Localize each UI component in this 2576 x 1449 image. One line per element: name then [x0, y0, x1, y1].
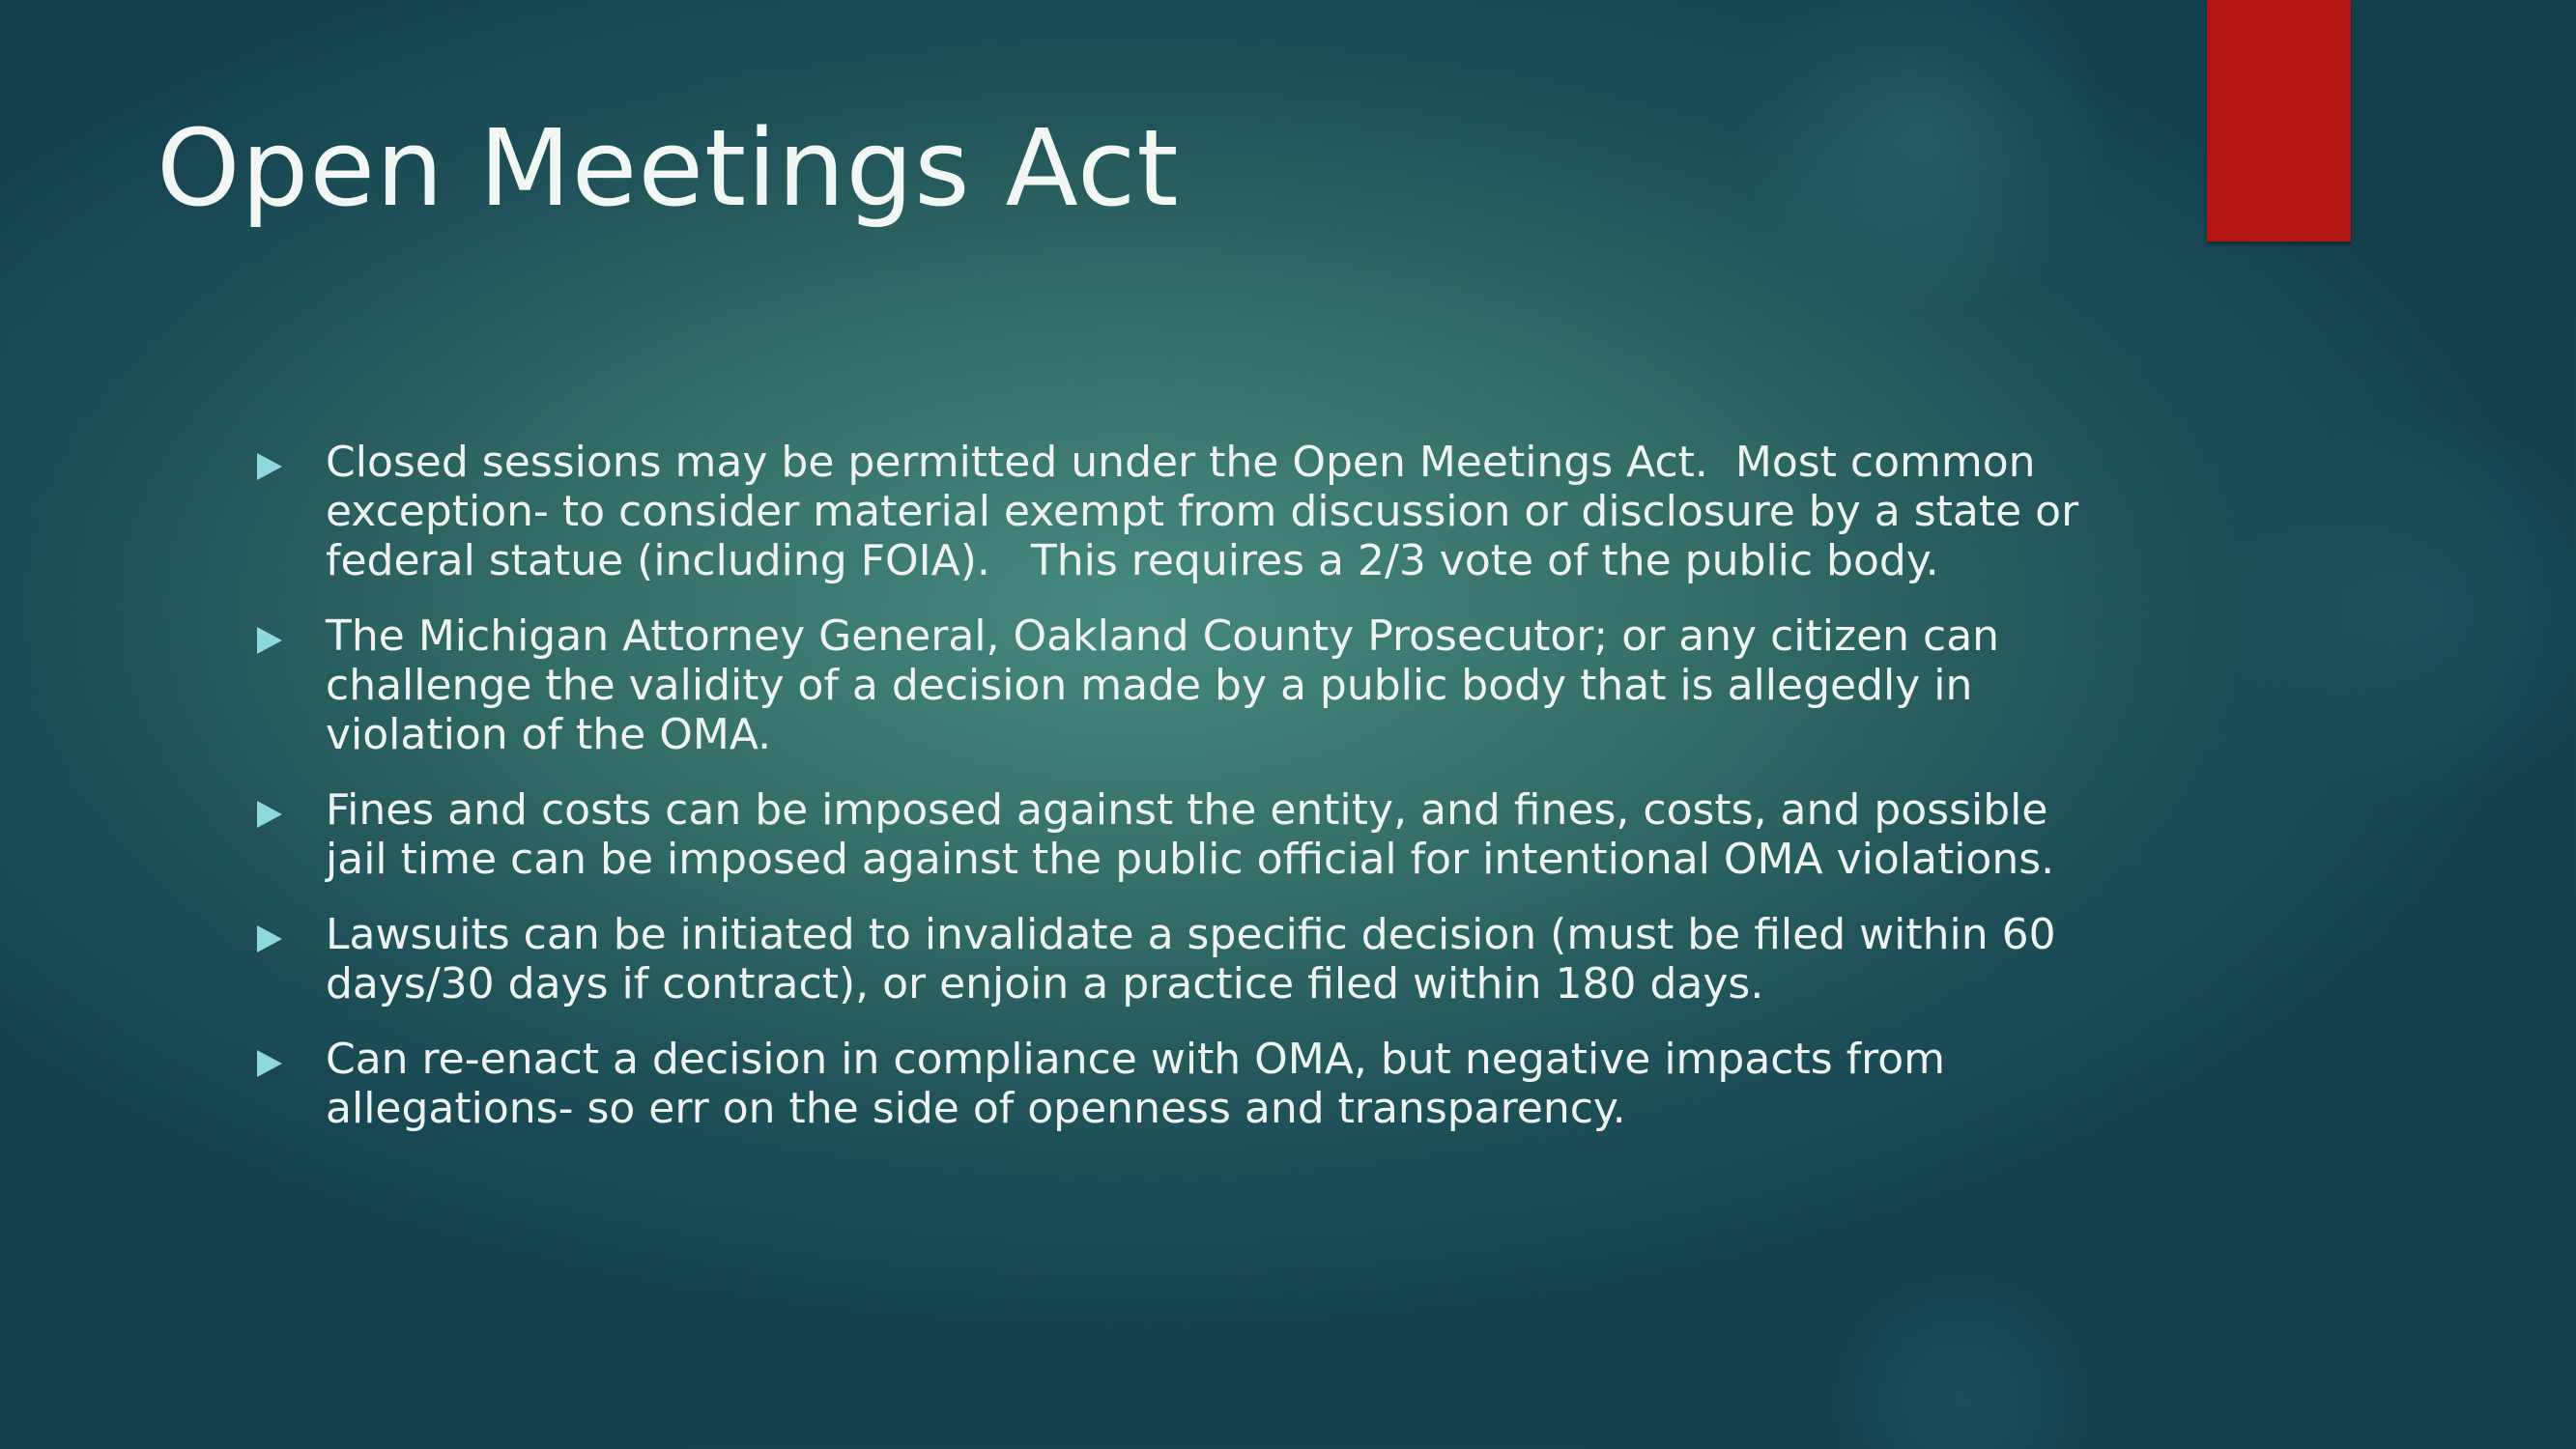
bullet-text: The Michigan Attorney General, Oakland County Prosecutor; or any citizen can challenge the validity of a decision made by a public body that is allegedly in violation of the OMA. [326, 611, 2014, 759]
bullet-text: Fines and costs can be imposed against the entity, and fines, costs, and possible jail time can be imposed against the public official for intentional OMA violations. [326, 785, 2062, 884]
bullet-text: Closed sessions may be permitted under the Open Meetings Act. Most common exception- to consider material exempt from discussion or disclosure by a state or federal statue (including FOIA). This requires a 2/3 vote of the public body. [326, 438, 2093, 585]
triangle-right-icon [257, 801, 282, 828]
bullet-item [253, 438, 2118, 585]
background-glow [2222, 406, 2576, 811]
slide-title: Open Meetings Act [157, 106, 1180, 230]
triangle-right-icon [257, 453, 282, 480]
bullet-item [253, 1035, 2118, 1133]
bullet-text: Can re-enact a decision in compliance with OMA, but negative impacts from allegations- so err on the side of openness and transparency. [326, 1035, 1960, 1133]
bullet-item [253, 785, 2118, 884]
triangle-right-icon [257, 627, 282, 654]
triangle-right-icon [257, 1050, 282, 1077]
bullet-text: Lawsuits can be initiated to invalidate a specific decision (must be filed within 60 days/30 days if contract), or enjoin a practice filed within 180 days. [326, 910, 2070, 1009]
accent-bar [2207, 0, 2351, 242]
triangle-right-icon [257, 925, 282, 952]
bullet-item [253, 910, 2118, 1009]
background-glow [1817, 1275, 2106, 1449]
bullet-item [253, 611, 2118, 759]
background-glow [1720, 0, 2126, 309]
bullet-list [253, 438, 2118, 1159]
